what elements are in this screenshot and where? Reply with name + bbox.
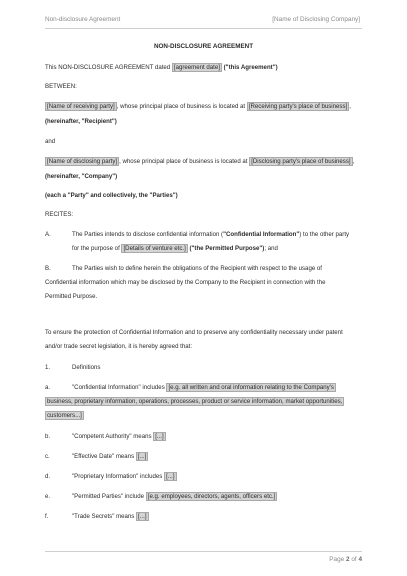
def-d-text: "Proprietary Information" includes — [72, 473, 165, 480]
current-page: 2 — [345, 555, 350, 563]
clause-b-line-1: The Parties wish to define herein the obligations of the Recipient with respect to the usage of — [72, 265, 322, 272]
company-hereinafter-text: (hereinafter, "Company") — [45, 173, 118, 180]
clause-b-label: B. — [45, 265, 51, 272]
definitions-heading: Definitions — [72, 364, 101, 371]
recipient-line — [45, 104, 351, 110]
def-f-label: f. — [45, 513, 49, 520]
disclosing-party-address-field[interactable]: [Disclosing party's place of business] — [251, 158, 351, 165]
def-f-text: "Trade Secrets" means — [72, 513, 137, 520]
document-title: NON-DISCLOSURE AGREEMENT — [153, 43, 254, 50]
def-a-line-1 — [72, 385, 336, 391]
receiving-party-address-field[interactable]: [Receiving party's place of business] — [248, 103, 348, 110]
effective-date-field[interactable]: [...] — [137, 453, 147, 460]
def-d-line — [72, 474, 177, 480]
recipient-hereinafter — [45, 119, 117, 125]
clause-a-defined-term: "Confidential Information" — [223, 231, 300, 238]
running-header-left: Non-disclosure Agreement — [45, 16, 121, 23]
parties-text: (each a "Party" and collectively, the "Parties") — [45, 192, 178, 199]
def-a-line-2 — [45, 399, 344, 405]
confidential-info-field-1[interactable]: [e.g. all written and oral information relating to the Company's — [168, 384, 334, 391]
total-pages: 4 — [358, 555, 362, 563]
recipient-comma: , — [349, 103, 351, 110]
definitions-number: 1. — [45, 364, 51, 371]
competent-authority-field[interactable]: [...] — [155, 433, 164, 440]
company-line — [45, 159, 354, 165]
agreement-date-field[interactable]: [agreement date] — [173, 64, 220, 71]
proprietary-info-field[interactable]: [...] — [166, 473, 175, 480]
permitted-parties-field[interactable]: [e.g. employees, directors, agents, officers etc.] — [147, 493, 276, 500]
page-number — [329, 557, 362, 563]
clause-b-line-2: Confidential information which may be disclosed by the Company to the Recipient in connection with the — [45, 279, 326, 286]
recipient-text: , whose principal place of business is located at — [116, 103, 247, 110]
clause-a-label: A. — [45, 231, 51, 238]
protection-line-1: To ensure the protection of Confidential Information and to preserve any confidentiality necessary under patent — [45, 329, 343, 336]
header-rule — [45, 28, 362, 29]
company-text: , whose principal place of business is located at — [119, 158, 250, 165]
def-a-label: a. — [45, 384, 51, 391]
def-f-line — [72, 514, 149, 520]
def-c-text: "Effective Date" means — [72, 453, 136, 460]
confidential-info-field-3[interactable]: customers...] — [47, 412, 82, 419]
company-hereinafter — [45, 174, 117, 180]
disclosing-party-name-field[interactable]: [Name of disclosing party] — [47, 158, 118, 165]
recites-label: RECITES: — [45, 211, 74, 218]
clause-a-line-1 — [72, 232, 349, 238]
clause-a-text-1b: ) to the other party — [299, 231, 350, 238]
clause-a-text-1: The Parties intends to disclose confidential information ( — [72, 231, 224, 238]
def-b-text: "Competent Authority" means — [72, 433, 154, 440]
footer-rule — [45, 551, 362, 552]
protection-line-2: and/or trade secret legislation, it is hereby agreed that: — [45, 343, 193, 350]
def-e-label: e. — [45, 493, 51, 500]
def-a-text: "Confidential Information" includes — [72, 384, 167, 391]
clause-b-line-3: Permitted Purpose. — [45, 293, 98, 300]
def-d-label: d. — [45, 473, 51, 480]
trade-secrets-field[interactable]: [...] — [138, 513, 147, 520]
clause-a-line-2 — [72, 246, 278, 252]
def-b-line — [72, 434, 166, 440]
running-header-right: [Name of Disclosing Company] — [272, 16, 360, 23]
receiving-party-name-field[interactable]: [Name of receiving party] — [47, 103, 115, 110]
venture-details-field[interactable]: [Details of venture etc.] — [123, 245, 186, 252]
page-prefix: Page — [329, 555, 346, 563]
page-of: of — [349, 555, 359, 563]
clause-a-text-2: for the purpose of — [72, 245, 122, 252]
permitted-purpose-term: ("the Permitted Purpose") — [187, 245, 265, 252]
and-label: and — [45, 138, 56, 145]
def-a-line-3 — [45, 413, 84, 419]
def-b-label: b. — [45, 433, 51, 440]
def-e-text: "Permitted Parties" include — [72, 493, 146, 500]
def-c-line — [72, 454, 148, 460]
def-c-label: c. — [45, 453, 50, 460]
between-label: BETWEEN: — [45, 83, 77, 90]
intro-text: This NON-DISCLOSURE AGREEMENT dated — [45, 64, 172, 71]
intro-defined-term: ("this Agreement") — [221, 64, 278, 71]
company-comma: , — [352, 158, 355, 165]
intro-line — [45, 65, 278, 71]
parties-line — [45, 193, 178, 199]
clause-a-text-2b: ; and — [264, 245, 278, 252]
confidential-info-field-2[interactable]: business, proprietary information, operations, processes, product or service information, market opportunities, — [47, 398, 343, 405]
recipient-hereinafter-text: (hereinafter, "Recipient") — [45, 118, 117, 125]
def-e-line — [72, 494, 277, 500]
